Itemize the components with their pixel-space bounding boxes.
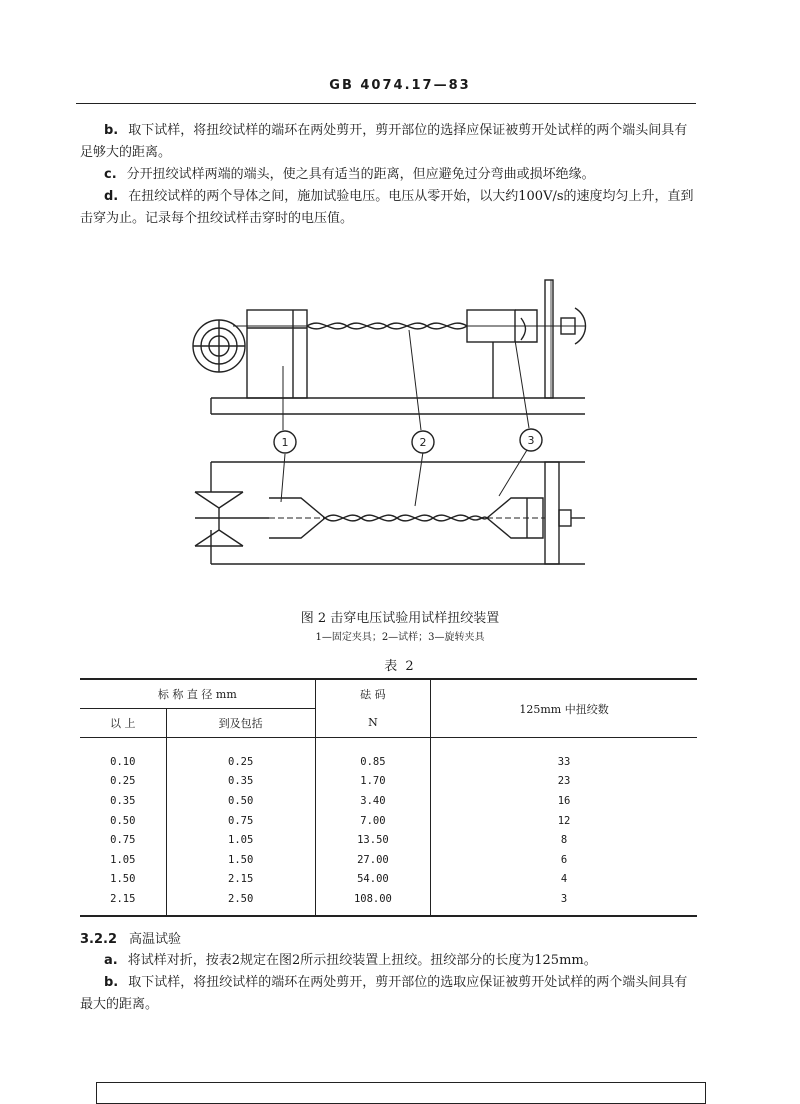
- figure-legend: 1—固定夹具；2—试样；3—旋转夹具: [315, 632, 485, 643]
- plan-post: [545, 462, 559, 564]
- figure-caption: 图 2 击穿电压试验用试样扭绞装置: [300, 611, 500, 626]
- table-row: [80, 811, 697, 831]
- item-text: 分开扭绞试样两端的端头，使之具有适当的距离，但应避免过分弯曲或损坏绝缘。: [126, 167, 595, 182]
- item-text: 取下试样，将扭绞试样的端环在两处剪开，剪开部位的选择应保证被剪开处试样的两个端头间具有足够大的距离。: [80, 123, 688, 160]
- table-cell: 4: [431, 870, 697, 890]
- table-cell: 2.50: [166, 889, 315, 916]
- vertical-post-top: [545, 280, 553, 398]
- item-text: 在扭绞试样的两个导体之间，施加试验电压。电压从零开始，以大约100V/s的速度均匀上升，直到击穿为止。记录每个扭绞试样击穿时的电压值。: [80, 189, 694, 226]
- table-cell: 16: [431, 791, 697, 811]
- table-cell: 0.75: [166, 811, 315, 831]
- table-row: [80, 850, 697, 870]
- table-cell: 0.50: [166, 791, 315, 811]
- section-title: 高温试验: [129, 932, 182, 947]
- table-cell: 1.50: [110, 873, 136, 886]
- table-cell: 12: [431, 811, 697, 831]
- section-heading: [80, 928, 181, 947]
- header-from: 以 上: [80, 709, 166, 738]
- table-cell: 13.50: [315, 830, 430, 850]
- table-cell: 0.25: [110, 775, 136, 788]
- paragraph-c: [80, 164, 698, 186]
- item-text: 取下试样，将扭绞试样的端环在两处剪开，剪开部位的选取应保证被剪开处试样的两个端头间具有最大的距离。: [80, 975, 688, 1012]
- table-cell: 33: [431, 738, 697, 772]
- table-cell: 0.35: [166, 772, 315, 792]
- table-cell: 3: [431, 889, 697, 916]
- table-cell: 1.70: [315, 772, 430, 792]
- table-cell: 1.05: [166, 830, 315, 850]
- callout-2: [412, 431, 434, 453]
- table-cell: 1.50: [166, 850, 315, 870]
- table-cell: 2.15: [166, 870, 315, 890]
- item-mark: a.: [104, 953, 118, 968]
- table-title: 表 2: [384, 659, 416, 674]
- table-cell: 0.35: [110, 794, 136, 807]
- table-cell: 3.40: [315, 791, 430, 811]
- pulley-wheel-icon: [193, 320, 245, 372]
- table-cell: 2.15: [80, 889, 166, 916]
- table-row: [80, 870, 697, 890]
- table-row: [80, 830, 697, 850]
- table-cell: 0.25: [166, 738, 315, 772]
- twist-table: [80, 678, 697, 917]
- table-cell: 0.75: [110, 834, 136, 847]
- header-to: 到及包括: [166, 709, 315, 738]
- item-mark: b.: [104, 975, 119, 990]
- header-weight: 砝 码: [315, 679, 430, 709]
- table-cell: 108.00: [315, 889, 430, 916]
- table-cell: 6: [431, 850, 697, 870]
- table-cell: 1.05: [110, 853, 136, 866]
- item-text: 将试样对折，按表2规定在图2所示扭绞装置上扭绞。扭绞部分的长度为125mm。: [127, 953, 597, 968]
- header-weight-unit: N: [315, 709, 430, 738]
- item-mark: b.: [104, 123, 119, 138]
- standard-code: GB 4074.17—83: [329, 78, 471, 93]
- table-row: [80, 889, 697, 916]
- header-twists: 125mm 中扭绞数: [431, 679, 697, 738]
- table-row: [80, 791, 697, 811]
- table-row: [80, 738, 697, 772]
- twisting-device-figure: [175, 270, 605, 590]
- header-rule: [76, 103, 696, 104]
- section-item-a: [80, 950, 698, 972]
- table-cell: 0.85: [315, 738, 430, 772]
- table-cell: 8: [431, 830, 697, 850]
- bottom-frame: [96, 1082, 706, 1104]
- item-mark: d.: [104, 189, 119, 204]
- svg-text:2: 2: [419, 436, 427, 449]
- table-cell: 23: [431, 772, 697, 792]
- table-cell: 0.50: [110, 814, 136, 827]
- table-row: [80, 772, 697, 792]
- paragraph-b: [80, 120, 698, 164]
- svg-text:1: 1: [281, 436, 289, 449]
- plan-nut-icon: [559, 510, 571, 526]
- paragraph-d: [80, 186, 698, 230]
- header-nominal-diameter: 标 称 直 径 mm: [80, 679, 315, 709]
- section-item-b: [80, 972, 698, 1016]
- table-cell: 7.00: [315, 811, 430, 831]
- table-cell: 27.00: [315, 850, 430, 870]
- table-cell: 54.00: [315, 870, 430, 890]
- pulley-plan-icon: [195, 492, 269, 546]
- callout-3: [520, 429, 542, 451]
- section-number: 3.2.2: [80, 932, 118, 947]
- callout-1: [274, 431, 296, 453]
- svg-text:3: 3: [527, 434, 535, 447]
- table-cell: 0.10: [110, 755, 136, 768]
- item-mark: c.: [104, 167, 117, 182]
- fixed-clamp-block: [247, 310, 307, 398]
